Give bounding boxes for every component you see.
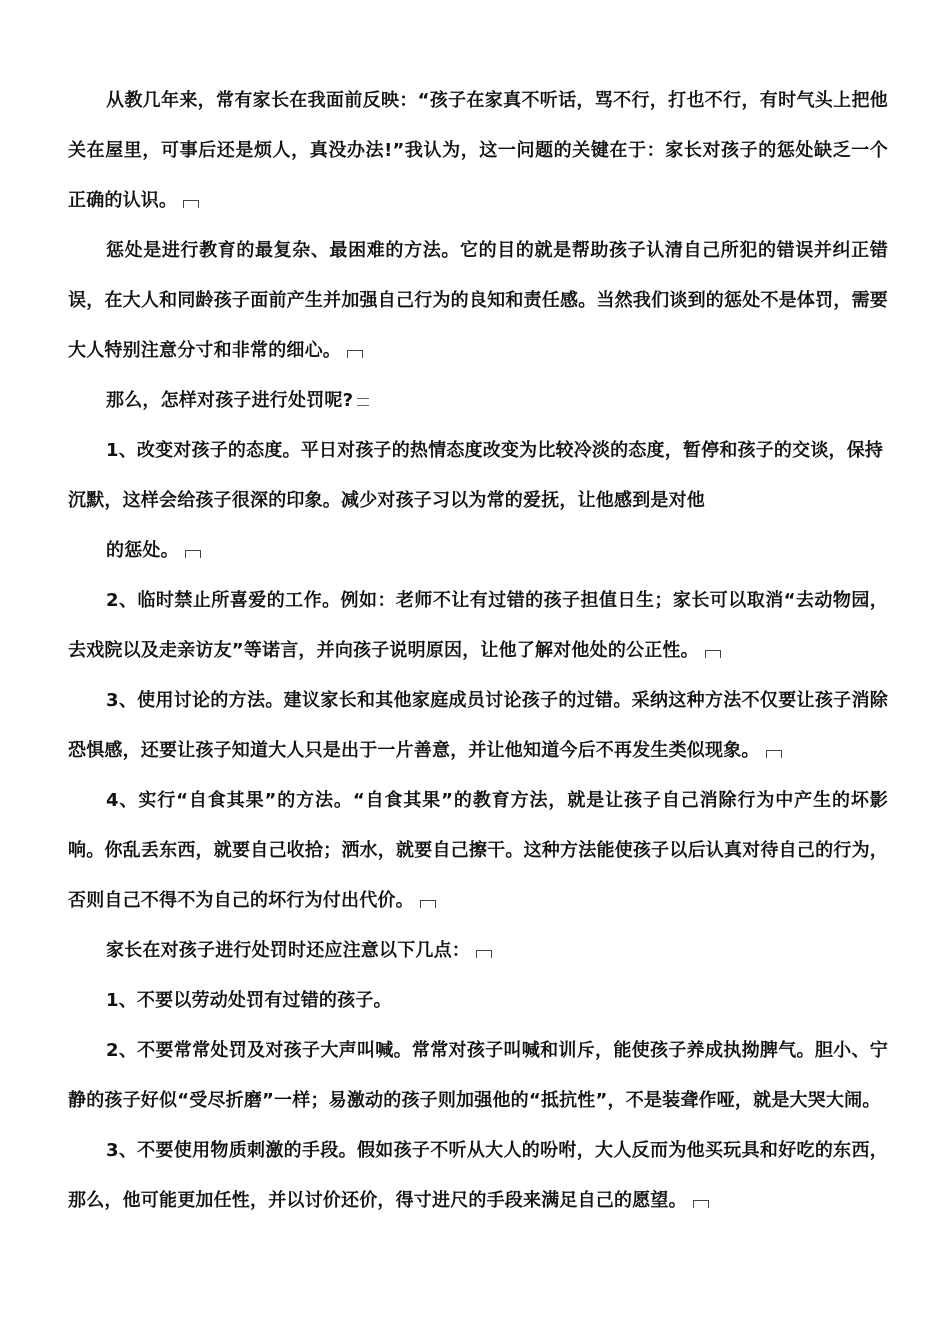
paragraph-text: 4、实行“自食其果”的方法。“自食其果”的教育方法，就是让孩子自己消除行为中产生的坏影响。你乱丢东西，就要自己收拾；洒水，就要自己擦干。这种方法能使孩子以后认真对待自己的行为，否则自己不得不为自己的坏行为付出代价。 [68,790,888,911]
paragraph-text: 从教几年来，常有家长在我面前反映：“孩子在家真不听话，骂不行，打也不行，有时气头上把他关在屋里，可事后还是烦人，真没办法!”我认为，这一问题的关键在于：家长对孩子的惩处缺乏一个正确的认识。 [68,90,888,211]
paragraph-mark-icon [420,900,436,908]
line-break-mark-icon [357,398,369,406]
paragraph [68,576,888,676]
paragraph [68,76,888,226]
paragraph [68,776,888,926]
paragraph-text: 2、临时禁止所喜爱的工作。例如：老师不让有过错的孩子担值日生；家长可以取消“去动物园，去戏院以及走亲访友”等诺言，并向孩子说明原因，让他了解对他处的公正性。 [68,590,888,661]
paragraph-mark-icon [766,750,782,758]
document-body [68,76,888,1226]
paragraph-text: 3、使用讨论的方法。建议家长和其他家庭成员讨论孩子的过错。采纳这种方法不仅要让孩子消除恐惧感，还要让孩子知道大人只是出于一片善意，并让他知道今后不再发生类似现象。 [68,690,888,761]
paragraph-continuation [68,526,888,576]
paragraph-text: 家长在对孩子进行处罚时还应注意以下几点： [106,940,470,961]
paragraph-text: 2、不要常常处罚及对孩子大声叫喊。常常对孩子叫喊和训斥，能使孩子养成执拗脾气。胆小、宁静的孩子好似“受尽折磨”一样；易激动的孩子则加强他的“抵抗性”，不是装聋作哑，就是大哭大闹。 [68,1040,888,1111]
paragraph [68,376,888,426]
paragraph [68,426,888,526]
paragraph-mark-icon [476,950,492,958]
paragraph [68,926,888,976]
paragraph [68,1126,888,1226]
paragraph-text: 的惩处。 [106,540,179,561]
paragraph-text: 1、改变对孩子的态度。平日对孩子的热情态度改变为比较冷淡的态度，暂停和孩子的交谈，保持沉默，这样会给孩子很深的印象。减少对孩子习以为常的爱抚，让他感到是对他 [68,440,884,511]
paragraph [68,676,888,776]
paragraph-text: 1、不要以劳动处罚有过错的孩子。 [106,990,392,1011]
paragraph-text: 3、不要使用物质刺激的手段。假如孩子不听从大人的吩咐，大人反而为他买玩具和好吃的东西，那么，他可能更加任性，并以讨价还价，得寸进尺的手段来满足自己的愿望。 [68,1140,888,1211]
paragraph [68,976,888,1026]
paragraph-text: 惩处是进行教育的最复杂、最困难的方法。它的目的就是帮助孩子认清自己所犯的错误并纠正错误，在大人和同龄孩子面前产生并加强自己行为的良知和责任感。当然我们谈到的惩处不是体罚，需要大人特别注意分寸和非常的细心。 [68,240,888,361]
paragraph [68,226,888,376]
paragraph-mark-icon [185,550,201,558]
paragraph-text: 那么，怎样对孩子进行处罚呢? [106,390,354,411]
paragraph-mark-icon [705,650,721,658]
paragraph-mark-icon [347,350,363,358]
paragraph [68,1026,888,1126]
paragraph-mark-icon [693,1200,709,1208]
paragraph-mark-icon [183,200,199,208]
